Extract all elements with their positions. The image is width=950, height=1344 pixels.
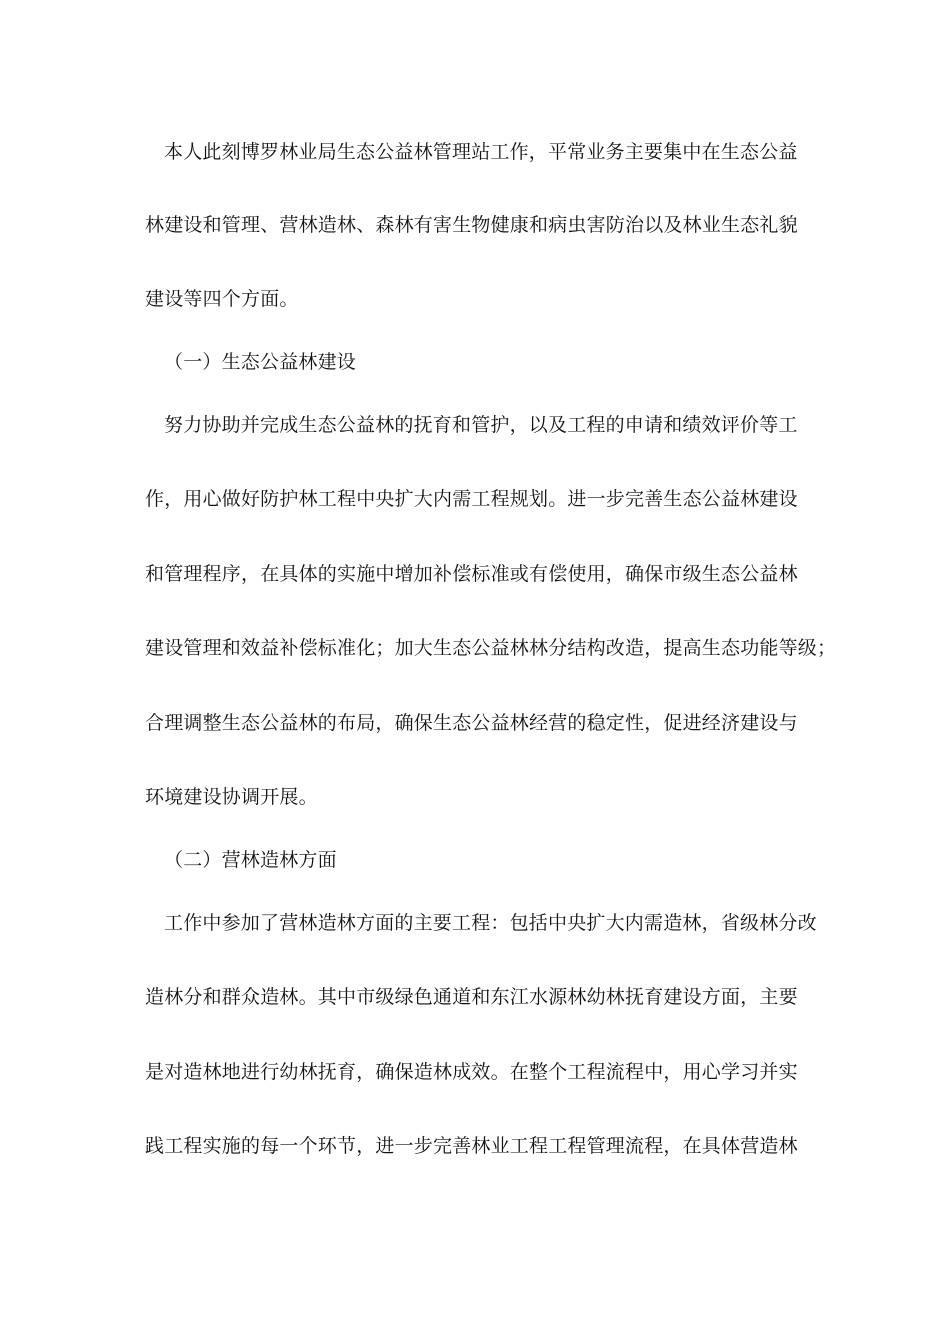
paragraph-line: 是对造林地进行幼林抚育，确保造林成效。在整个工程流程中，用心学习并实	[145, 1061, 798, 1083]
paragraph-line: 环境建设协调开展。	[145, 786, 318, 808]
section-heading: （一）生态公益林建设	[164, 351, 357, 373]
paragraph-line: 本人此刻博罗林业局生态公益林管理站工作，平常业务主要集中在生态公益	[164, 141, 798, 163]
paragraph-line: 工作中参加了营林造林方面的主要工程：包括中央扩大内需造林，省级林分改	[164, 912, 817, 934]
paragraph-line: 作，用心做好防护林工程中央扩大内需工程规划。进一步完善生态公益林建设	[145, 488, 798, 510]
paragraph-line: 造林分和群众造林。其中市级绿色通道和东江水源林幼林抚育建设方面，主要	[145, 986, 798, 1008]
paragraph-line: 和管理程序，在具体的实施中增加补偿标准或有偿使用，确保市级生态公益林	[145, 563, 798, 585]
paragraph-line: 建设管理和效益补偿标准化；加大生态公益林林分结构改造，提高生态功能等级；	[145, 637, 837, 659]
paragraph-line: 林建设和管理、营林造林、森林有害生物健康和病虫害防治以及林业生态礼貌	[145, 214, 798, 236]
section-heading: （二）营林造林方面	[164, 849, 337, 871]
paragraph-line: 建设等四个方面。	[145, 288, 299, 310]
paragraph-line: 努力协助并完成生态公益林的抚育和管护，以及工程的申请和绩效评价等工	[164, 414, 798, 436]
paragraph-line: 合理调整生态公益林的布局，确保生态公益林经营的稳定性，促进经济建设与	[145, 712, 798, 734]
paragraph-line: 践工程实施的每一个环节，进一步完善林业工程工程管理流程，在具体营造林	[145, 1135, 798, 1157]
